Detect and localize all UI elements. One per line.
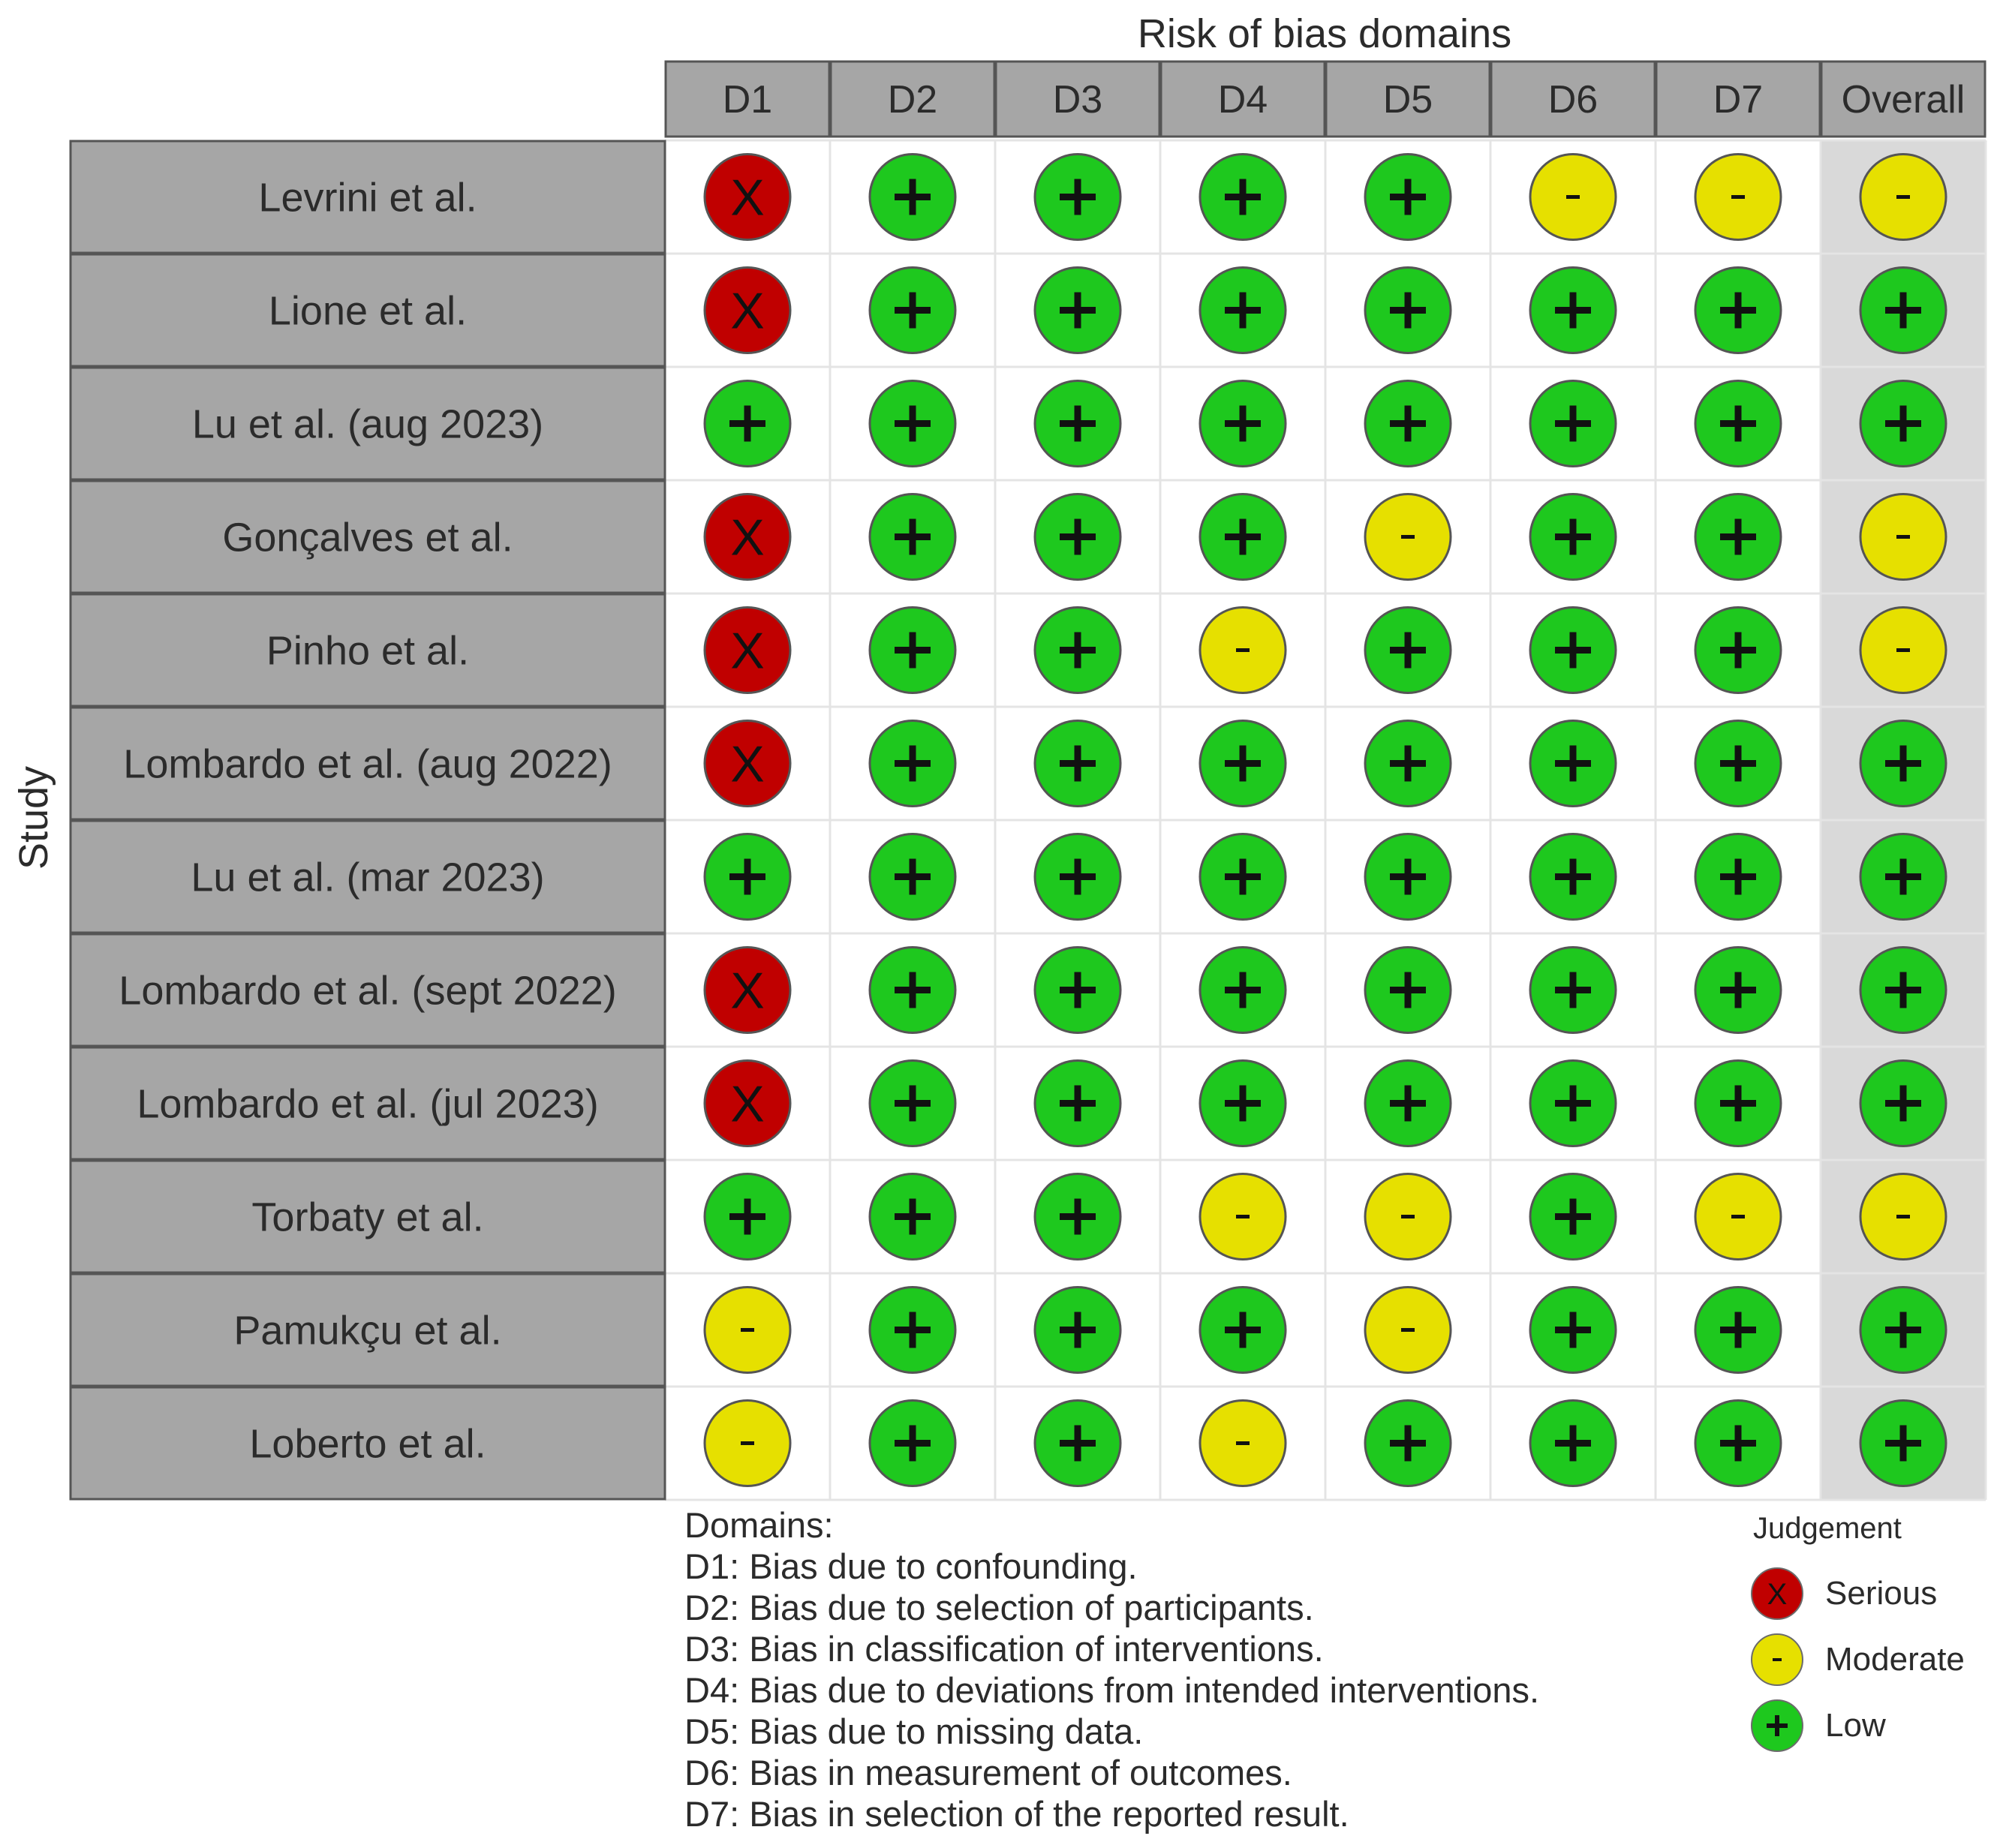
plus-icon-v xyxy=(1240,519,1247,555)
plus-icon-v xyxy=(1075,293,1081,329)
plus-icon-v xyxy=(1240,1086,1247,1122)
plus-icon-v xyxy=(1570,519,1577,555)
legend-label-moderate: Moderate xyxy=(1825,1641,1965,1678)
plus-icon-v xyxy=(1075,179,1081,215)
column-header-d7: D7 xyxy=(1713,78,1764,122)
judgement-grid xyxy=(71,62,1986,1500)
study-label: Lombardo et al. (jul 2023) xyxy=(137,1081,599,1127)
plus-icon-v xyxy=(1735,746,1742,782)
chart-title: Risk of bias domains xyxy=(1137,11,1512,56)
plus-icon-v xyxy=(1570,1426,1577,1462)
minus-icon xyxy=(1401,1328,1415,1332)
domains-legend-title: Domains: xyxy=(684,1505,834,1545)
minus-icon xyxy=(741,1328,754,1332)
plus-icon-v xyxy=(1735,633,1742,669)
plus-icon-v xyxy=(1240,746,1247,782)
plus-icon-v xyxy=(1735,859,1742,895)
plus-icon-v xyxy=(1900,859,1907,895)
plus-icon-v xyxy=(1240,179,1247,215)
plus-icon-v xyxy=(910,293,916,329)
cross-icon: X xyxy=(730,962,765,1020)
plus-icon-v xyxy=(910,859,916,895)
plus-icon-v xyxy=(1405,1426,1412,1462)
domain-desc-d7: D7: Bias in selection of the reported result. xyxy=(684,1794,1349,1834)
plus-icon-v xyxy=(1075,633,1081,669)
study-label: Torbaty et al. xyxy=(251,1194,484,1240)
plus-icon-v xyxy=(910,1086,916,1122)
plus-icon-v xyxy=(1075,859,1081,895)
domain-desc-d1: D1: Bias due to confounding. xyxy=(684,1546,1138,1586)
study-label: Gonçalves et al. xyxy=(222,515,513,560)
cross-icon: X xyxy=(730,509,765,566)
column-header-overall: Overall xyxy=(1841,78,1965,122)
domains-legend xyxy=(684,1504,1660,1834)
study-label: Levrini et al. xyxy=(258,175,477,221)
plus-icon-v xyxy=(1735,972,1742,1008)
legend-item-low xyxy=(1749,1693,1989,1759)
minus-icon xyxy=(1566,195,1580,199)
domain-desc-d2: D2: Bias due to selection of participants. xyxy=(684,1588,1314,1627)
plus-icon-v xyxy=(910,1312,916,1348)
plus-icon-v xyxy=(910,1426,916,1462)
plus-icon-v xyxy=(1240,859,1247,895)
cross-icon: X xyxy=(730,169,765,227)
plus-icon-v xyxy=(1735,519,1742,555)
domain-desc-d5: D5: Bias due to missing data. xyxy=(684,1711,1144,1751)
plus-icon-v xyxy=(1570,1086,1577,1122)
cross-icon: X xyxy=(730,1075,765,1133)
plus-icon-v xyxy=(1570,746,1577,782)
column-header-d6: D6 xyxy=(1547,78,1599,122)
plus-icon-v xyxy=(1900,406,1907,442)
plus-icon-v xyxy=(1570,972,1577,1008)
plus-icon-v xyxy=(910,746,916,782)
minus-icon xyxy=(1731,1215,1745,1218)
cross-icon: X xyxy=(730,622,765,680)
plus-icon-v xyxy=(910,972,916,1008)
cross-icon: X xyxy=(730,735,765,793)
judgement-legend-title: Judgement xyxy=(1753,1512,1902,1545)
minus-icon xyxy=(1896,648,1910,652)
minus-icon xyxy=(1896,195,1910,199)
plus-icon-v xyxy=(1405,859,1412,895)
study-label: Lu et al. (mar 2023) xyxy=(191,855,545,900)
plus-icon-v xyxy=(1900,1312,1907,1348)
minus-icon xyxy=(1236,648,1250,652)
minus-icon xyxy=(1401,535,1415,539)
plus-icon-v xyxy=(910,633,916,669)
domain-desc-d4: D4: Bias due to deviations from intended interventions. xyxy=(684,1670,1540,1710)
plus-icon-v xyxy=(1900,1426,1907,1462)
plus-icon-v xyxy=(1570,633,1577,669)
domain-desc-d3: D3: Bias in classification of interventions. xyxy=(684,1629,1324,1669)
study-label: Pinho et al. xyxy=(266,628,470,674)
judgement-legend xyxy=(1749,1512,1989,1759)
plus-icon-v xyxy=(1240,406,1247,442)
legend-item-serious xyxy=(1749,1561,1989,1627)
plus-icon-v xyxy=(910,179,916,215)
plus-icon-v xyxy=(910,519,916,555)
plus-icon-v xyxy=(1405,179,1412,215)
plus-icon-v xyxy=(910,1199,916,1235)
plus-icon-v xyxy=(1900,293,1907,329)
plus-icon-v xyxy=(1240,293,1247,329)
legend-label-low: Low xyxy=(1825,1707,1886,1744)
low-icon xyxy=(1749,1697,1806,1754)
plus-icon-v xyxy=(1075,746,1081,782)
plus-icon-v xyxy=(1735,1312,1742,1348)
plus-icon-v xyxy=(1075,1312,1081,1348)
plus-icon-v xyxy=(1900,972,1907,1008)
plus-icon-v xyxy=(1240,972,1247,1008)
plus-icon-v xyxy=(1075,972,1081,1008)
legend-label-serious: Serious xyxy=(1825,1575,1938,1612)
plus-icon-v xyxy=(744,859,751,895)
serious-icon xyxy=(1749,1565,1806,1622)
plus-icon-v xyxy=(1570,1199,1577,1235)
column-header-d5: D5 xyxy=(1382,78,1433,122)
plus-icon-v xyxy=(1075,1086,1081,1122)
plus-icon-v xyxy=(1735,1086,1742,1122)
plus-icon-v xyxy=(1405,406,1412,442)
legend-item-moderate xyxy=(1749,1627,1989,1693)
study-label: Pamukçu et al. xyxy=(233,1308,502,1354)
plus-icon-v xyxy=(1075,1199,1081,1235)
plus-icon-v xyxy=(1735,406,1742,442)
study-label: Loberto et al. xyxy=(249,1421,486,1467)
minus-icon xyxy=(1236,1215,1250,1218)
plus-icon-v xyxy=(1900,746,1907,782)
column-header-d2: D2 xyxy=(887,78,938,122)
plus-icon-v xyxy=(1900,1086,1907,1122)
study-label: Lione et al. xyxy=(268,288,468,334)
study-label: Lu et al. (aug 2023) xyxy=(191,401,544,447)
column-header-d3: D3 xyxy=(1052,78,1103,122)
plus-icon-v xyxy=(910,406,916,442)
plus-icon-v xyxy=(1075,406,1081,442)
study-label: Lombardo et al. (aug 2022) xyxy=(123,741,612,787)
plus-icon-v xyxy=(744,406,751,442)
plus-icon-v xyxy=(1735,1426,1742,1462)
plus-icon-v xyxy=(1240,1312,1247,1348)
minus-icon xyxy=(1236,1441,1250,1445)
minus-icon xyxy=(1896,535,1910,539)
column-header-d4: D4 xyxy=(1217,78,1268,122)
minus-icon xyxy=(741,1441,754,1445)
y-axis-label: Study xyxy=(11,765,56,870)
minus-icon xyxy=(1731,195,1745,199)
plus-icon-v xyxy=(744,1199,751,1235)
minus-icon xyxy=(1896,1215,1910,1218)
minus-icon xyxy=(1401,1215,1415,1218)
plus-icon-v xyxy=(1075,1426,1081,1462)
plus-icon-v xyxy=(1405,746,1412,782)
plus-icon-v xyxy=(1570,406,1577,442)
plus-icon-v xyxy=(1075,519,1081,555)
study-label: Lombardo et al. (sept 2022) xyxy=(119,968,617,1014)
plus-icon-v xyxy=(1405,293,1412,329)
plus-icon-v xyxy=(1570,293,1577,329)
plus-icon-v xyxy=(1570,1312,1577,1348)
plus-icon-v xyxy=(1405,1086,1412,1122)
plus-icon-v xyxy=(1570,859,1577,895)
moderate-icon xyxy=(1749,1631,1806,1688)
domain-desc-d6: D6: Bias in measurement of outcomes. xyxy=(684,1753,1292,1792)
plus-icon-v xyxy=(1735,293,1742,329)
column-header-d1: D1 xyxy=(722,78,773,122)
svg-text:X: X xyxy=(1767,1578,1788,1611)
cross-icon: X xyxy=(730,282,765,340)
plus-icon-v xyxy=(1405,633,1412,669)
plus-icon-v xyxy=(1405,972,1412,1008)
